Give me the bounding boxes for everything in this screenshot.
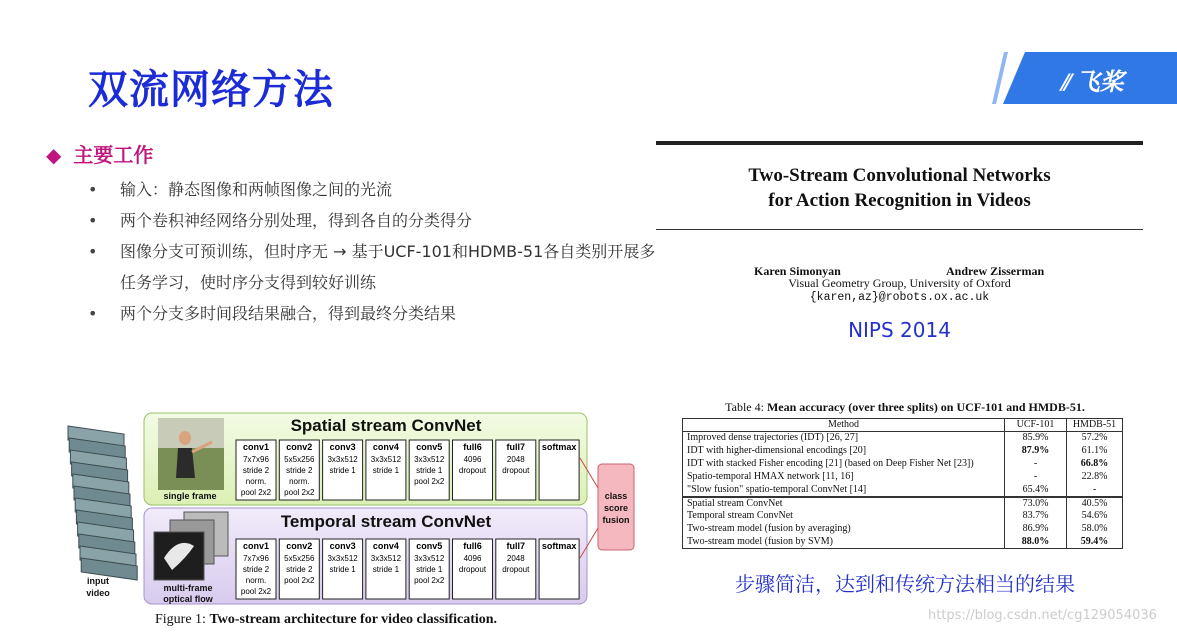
temporal-full7-param: 2048 [506,554,525,563]
temporal-conv5-param: 3x3x512 [414,554,445,563]
section-heading [46,139,153,168]
spatial-conv1-param: stride 2 [242,466,270,475]
temporal-full6-label: full6 [463,541,482,551]
logo [1060,62,1124,97]
single-frame-label: single frame [163,491,217,501]
table-row [683,432,1123,445]
paddle-logo-icon: ⫽ [1060,71,1070,96]
temporal-conv4-param: 3x3x512 [370,554,402,563]
cell-method: Spatial stream ConvNet [683,497,1005,510]
paper-author-2: Andrew Zisserman [946,264,1045,278]
table-row [683,471,1123,484]
table-row [683,536,1123,549]
bullet-item: • 两个卷积神经网络分别处理，得到各自的分类得分 [88,205,658,236]
cell-hmdb51: 58.0% [1067,523,1123,536]
cell-method: Improved dense trajectories (IDT) [26, 27] [683,432,1005,445]
single-frame-person-body [176,448,195,478]
multi-frame-label: multi-frame [163,583,213,593]
two-stream-figure [60,408,640,612]
table-row [683,458,1123,471]
logo-text: 飞桨 [1075,68,1124,96]
cell-ucf101: - [1005,458,1067,471]
temporal-softmax-label: softmax [541,541,577,551]
input-video-stack [68,426,137,580]
cell-hmdb51: 61.1% [1067,445,1123,458]
spatial-conv1-label: conv1 [242,442,270,452]
temporal-conv1-param: stride 2 [242,565,270,574]
cell-hmdb51: 22.8% [1067,471,1123,484]
spatial-full6-label: full6 [463,442,482,452]
optical-flow-label: optical flow [163,594,213,604]
paper-email: {karen,az}@robots.ox.ac.uk [809,291,990,304]
cell-method: IDT with higher-dimensional encodings [20] [683,445,1005,458]
spatial-full7-param: dropout [502,466,530,475]
spatial-conv5-param: pool 2x2 [414,477,445,486]
col-hmdb: HMDB-51 [1067,419,1123,432]
results-table [682,418,1123,549]
cell-method: "Slow fusion" spatio-temporal ConvNet [14] [683,484,1005,497]
cell-ucf101: 88.0% [1005,536,1067,549]
temporal-conv4-label: conv4 [372,541,399,551]
temporal-conv1-param: 7x7x96 [243,554,269,563]
table-row [683,523,1123,536]
temporal-conv1-param: norm. [245,576,267,585]
cell-hmdb51: 54.6% [1067,510,1123,523]
bullet-item: • 两个分支多时间段结果融合，得到最终分类结果 [88,298,658,329]
temporal-conv2-param: stride 2 [286,565,313,574]
cell-ucf101: 87.9% [1005,445,1067,458]
cell-hmdb51: - [1067,484,1123,497]
cell-method: Two-stream model (fusion by SVM) [683,536,1005,549]
table-header-row [683,419,1123,432]
paper-venue: NIPS 2014 [848,318,951,342]
table-caption-title: Mean accuracy (over three splits) on UCF-101 and HMDB-51. [766,400,1085,414]
spatial-conv2-label: conv2 [286,442,313,452]
temporal-conv2-param: 5x5x256 [284,554,315,563]
cell-method: Spatio-temporal HMAX network [11, 16] [683,471,1005,484]
cell-ucf101: 65.4% [1005,484,1067,497]
fusion-label-2: score [603,503,629,513]
paper-author-1: Karen Simonyan [754,264,841,278]
figure-caption-prefix: Figure 1: [155,612,210,627]
temporal-full6-param: 4096 [463,554,482,563]
fusion-label-3: fusion [602,515,630,525]
paper-title-line2: for Action Recognition in Videos [768,190,1031,211]
spatial-softmax-label: softmax [541,442,577,452]
temporal-conv3-param: 3x3x512 [327,554,358,563]
paper-title [656,163,1143,213]
diamond-bullet-icon: ◆ [46,143,62,167]
col-method: Method [683,419,1005,432]
temporal-conv5-param: stride 1 [416,565,443,574]
spatial-conv1-param: pool 2x2 [240,488,272,497]
single-frame-person-head [179,431,191,445]
bullet-item: • 输入：静态图像和两帧图像之间的光流 [88,174,658,205]
spatial-full6-param: dropout [458,466,487,475]
spatial-conv3-label: conv3 [329,442,356,452]
figure-caption-title: Two-stream architecture for video classification. [209,612,498,627]
cell-hmdb51: 40.5% [1067,497,1123,510]
temporal-stream-title: Temporal stream ConvNet [280,512,492,531]
paper-affiliation: Visual Geometry Group, University of Oxford [788,276,1011,290]
cell-ucf101: 85.9% [1005,432,1067,445]
fusion-label-1: class [604,491,628,501]
temporal-conv2-label: conv2 [286,541,313,551]
paper-title-rule [656,229,1143,230]
spatial-conv3-param: stride 1 [329,466,356,475]
table-row [683,510,1123,523]
cell-ucf101: 86.9% [1005,523,1067,536]
spatial-conv4-label: conv4 [372,442,399,452]
temporal-conv1-param: pool 2x2 [240,587,272,596]
spatial-conv2-param: stride 2 [286,466,313,475]
cell-method: Temporal stream ConvNet [683,510,1005,523]
spatial-conv1-param: 7x7x96 [243,455,269,464]
spatial-conv2-param: norm. [289,477,310,486]
spatial-conv2-param: pool 2x2 [284,488,315,497]
spatial-conv4-param: 3x3x512 [370,455,402,464]
paper-top-rule [656,141,1143,145]
input-label: input [87,576,109,586]
figure-caption [155,612,497,628]
spatial-conv3-param: 3x3x512 [327,455,358,464]
bullet-list [88,174,658,329]
table-caption-prefix: Table 4: [725,400,767,414]
temporal-conv5-label: conv5 [416,541,443,551]
temporal-conv5-param: pool 2x2 [414,576,445,585]
spatial-conv1-param: norm. [245,477,267,486]
cell-method: IDT with stacked Fisher encoding [21] (based on Deep Fisher Net [23]) [683,458,1005,471]
temporal-full7-label: full7 [506,541,526,551]
conclusion-text: 步骤简洁，达到和传统方法相当的结果 [735,572,1075,596]
temporal-conv4-param: stride 1 [372,565,400,574]
cell-ucf101: 83.7% [1005,510,1067,523]
temporal-conv3-param: stride 1 [329,565,356,574]
video-label: video [86,588,110,598]
slide-title: 双流网络方法 [88,67,334,113]
cell-method: Two-stream model (fusion by averaging) [683,523,1005,536]
spatial-full7-param: 2048 [506,455,525,464]
table-row [683,484,1123,497]
cell-ucf101: - [1005,471,1067,484]
cell-hmdb51: 57.2% [1067,432,1123,445]
table-row [683,445,1123,458]
spatial-conv5-param: stride 1 [416,466,443,475]
spatial-conv2-param: 5x5x256 [284,455,315,464]
spatial-full6-param: 4096 [463,455,482,464]
watermark: https://blog.csdn.net/cg129054036 [928,608,1157,623]
spatial-conv4-param: stride 1 [372,466,400,475]
single-frame-wall [158,418,224,448]
spatial-stream-title: Spatial stream ConvNet [290,416,482,435]
cell-hmdb51: 59.4% [1067,536,1123,549]
section-heading-text: 主要工作 [73,143,154,167]
col-ucf: UCF-101 [1005,419,1067,432]
spatial-conv5-param: 3x3x512 [414,455,445,464]
logo-stripe [992,52,1008,104]
bullet-item: • 图像分支可预训练，但时序无 → 基于UCF-101和HDMB-51各自类别开展多任务学习，使时序分支得到较好训练 [88,236,658,298]
table-row [683,497,1123,510]
paper-title-line1: Two-Stream Convolutional Networks [748,165,1051,186]
temporal-conv3-label: conv3 [329,541,356,551]
temporal-full7-param: dropout [502,565,530,574]
cell-ucf101: 73.0% [1005,497,1067,510]
temporal-conv2-param: pool 2x2 [284,576,315,585]
spatial-conv5-label: conv5 [416,442,443,452]
spatial-full7-label: full7 [506,442,526,452]
temporal-conv1-label: conv1 [242,541,270,551]
table-caption [680,400,1130,415]
cell-hmdb51: 66.8% [1067,458,1123,471]
temporal-full6-param: dropout [458,565,487,574]
